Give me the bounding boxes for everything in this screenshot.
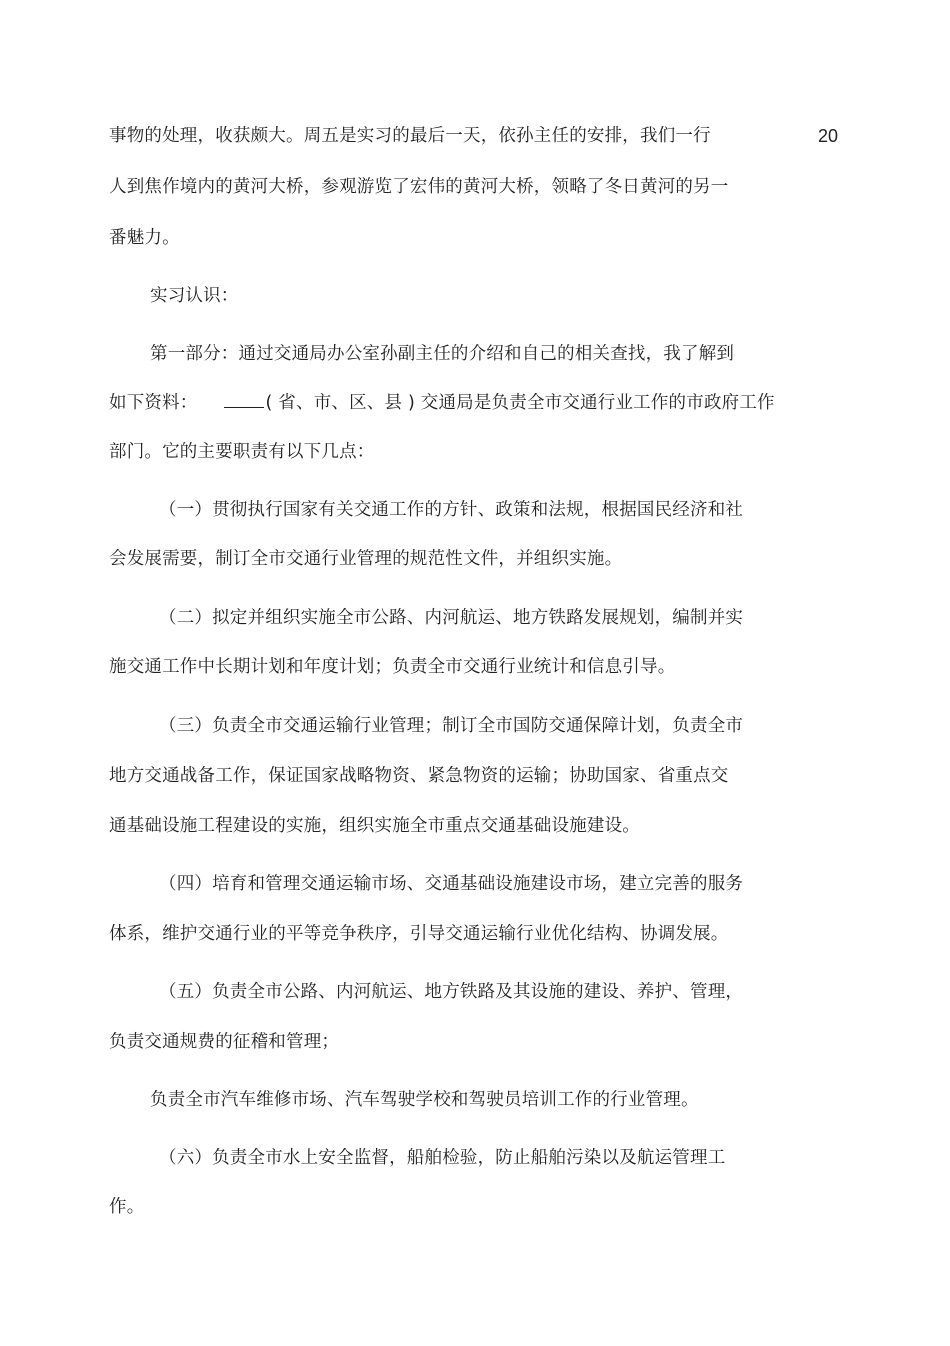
text-line: 施交通工作中长期计划和年度计划；负责全市交通行业统计和信息引导。 [109,657,676,677]
text-line: 第一部分：通过交通局办公室孙副主任的介绍和自己的相关查找，我了解到 [150,344,735,364]
text-line: 体系，维护交通行业的平等竞争秩序，引导交通运输行业优化结构、协调发展。 [109,924,729,944]
list-item: （三）负责全市交通运输行业管理；制订全市国防交通保障计划，负责全市 [159,716,744,736]
text-line: 地方交通战备工作，保证国家战略物资、紧急物资的运输；协助国家、省重点交 [109,766,729,786]
text-line [109,391,775,415]
text-segment: ( 省、市、区、县 ) 交通局是负责全市交通行业工作的市政府工作 [265,393,775,413]
text-line: 通基础设施工程建设的实施，组织实施全市重点交通基础设施建设。 [109,816,640,836]
list-item: （五）负责全市公路、内河航运、地方铁路及其设施的建设、养护、管理， [159,982,744,1002]
page-number: 20 [818,126,839,146]
text-line: 部门。它的主要职责有以下几点： [109,442,375,462]
list-item: （一）贯彻执行国家有关交通工作的方针、政策和法规，根据国民经济和社 [159,500,744,520]
text-line: 番魅力。 [109,228,180,248]
fill-in-blank [224,393,264,408]
text-line: 负责全市汽车维修市场、汽车驾驶学校和驾驶员培训工作的行业管理。 [150,1090,699,1110]
text-line: 负责交通规费的征稽和管理； [109,1032,340,1052]
list-item: （四）培育和管理交通运输市场、交通基础设施建设市场，建立完善的服务 [159,874,744,894]
text-line: 事物的处理，收获颇大。周五是实习的最后一天，依孙主任的安排，我们一行 [109,126,711,146]
section-heading: 实习认识： [150,286,239,306]
text-line: 人到焦作境内的黄河大桥，参观游览了宏伟的黄河大桥，领略了冬日黄河的另一 [109,177,729,197]
list-item: （二）拟定并组织实施全市公路、内河航运、地方铁路发展规划，编制并实 [159,608,744,628]
text-line: 作。 [109,1197,145,1217]
text-segment: 如下资料： [109,393,198,413]
list-item: （六）负责全市水上安全监督，船舶检验，防止船舶污染以及航运管理工 [159,1148,726,1168]
text-line: 会发展需要，制订全市交通行业管理的规范性文件，并组织实施。 [109,549,623,569]
